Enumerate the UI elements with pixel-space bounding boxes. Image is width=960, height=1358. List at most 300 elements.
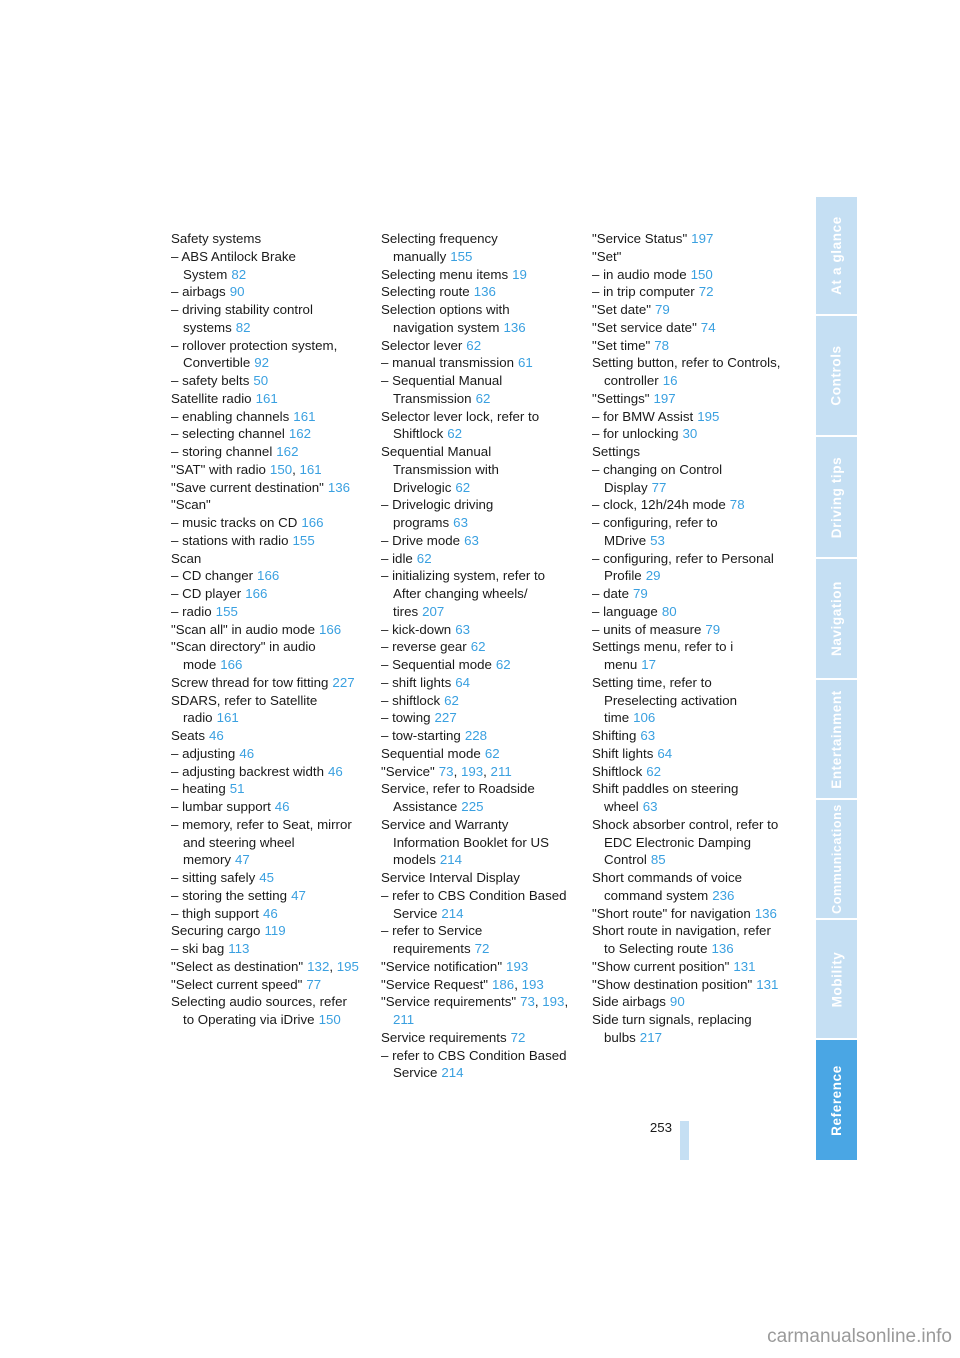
page-link[interactable]: 92 (254, 355, 270, 371)
page-link[interactable]: 113 (228, 941, 250, 956)
index-entry (592, 816, 782, 869)
page-link[interactable]: 166 (257, 568, 280, 584)
page-link[interactable]: 17 (641, 657, 657, 672)
index-entry (171, 887, 361, 905)
page-link[interactable]: 161 (299, 461, 322, 477)
page-link[interactable]: 85 (650, 852, 666, 868)
index-entry-text: – stations with radio (171, 532, 289, 548)
index-entry (171, 763, 361, 781)
page-link[interactable]: 136 (711, 941, 734, 956)
index-entry-text: – tow-starting (381, 728, 461, 743)
page-link[interactable]: 63 (640, 728, 656, 743)
index-entry (381, 993, 571, 1029)
index-entry (592, 461, 782, 497)
index-entry-text: Selecting route (381, 284, 470, 300)
page-link[interactable]: 131 (733, 958, 756, 974)
index-entry (592, 638, 782, 674)
page-link[interactable]: 119 (264, 923, 286, 939)
page-link[interactable]: 166 (220, 657, 243, 672)
index-entry (381, 532, 571, 550)
index-entry-text: "Service Request" (381, 976, 488, 992)
index-entry-text: Side turn signals, replacing bulbs (592, 1012, 752, 1045)
page-link[interactable]: 73 (520, 994, 535, 1010)
index-entry-text: – thigh support (171, 905, 259, 921)
index-entry (171, 745, 361, 763)
page-link[interactable]: 16 (662, 373, 678, 388)
index-entry (592, 283, 782, 301)
page-link[interactable]: 72 (698, 284, 714, 300)
page-link[interactable]: 19 (512, 266, 527, 282)
page-link[interactable]: 136 (754, 905, 777, 921)
page-link[interactable]: 46 (328, 763, 343, 779)
page-link[interactable]: 61 (518, 355, 533, 371)
index-entry-text: – Sequential mode (381, 657, 492, 672)
page-link[interactable]: 193 (506, 958, 529, 974)
index-column-1 (171, 230, 361, 1029)
page-link[interactable]: 162 (288, 426, 312, 442)
index-entry (381, 958, 571, 976)
index-entry (381, 816, 571, 869)
index-entry (592, 976, 782, 994)
index-entry (381, 638, 571, 656)
index-entry (171, 993, 361, 1029)
index-entry-text: – sitting safely (171, 870, 256, 885)
page-link[interactable]: 80 (661, 603, 677, 619)
index-entry (592, 621, 782, 639)
index-entry-text: "Set time" (592, 337, 651, 353)
page-link[interactable]: 77 (651, 479, 667, 495)
page-separator: , (292, 461, 300, 477)
index-entry-text: – units of measure (592, 621, 702, 637)
index-entry-text: Seats (171, 728, 206, 743)
index-entry-text: – reverse gear (381, 639, 467, 655)
page-link[interactable]: 155 (450, 248, 473, 264)
index-entry-text: "Select as destination" (171, 958, 304, 974)
index-entry (592, 550, 782, 586)
index-entry (171, 337, 361, 373)
index-entry (171, 621, 361, 639)
page-link[interactable]: 225 (461, 799, 484, 814)
index-entry (381, 745, 571, 763)
index-entry (592, 390, 782, 408)
tab-driving-tips[interactable]: Driving tips (816, 437, 857, 557)
index-entry (592, 674, 782, 727)
index-entry-text: "Scan" (171, 497, 211, 513)
index-entry (592, 905, 782, 923)
index-entry (171, 922, 361, 940)
index-entry-text: "Service Status" (592, 231, 688, 246)
index-entry-text: – adjusting (171, 745, 236, 761)
page-link[interactable]: 29 (645, 568, 661, 584)
index-entry (381, 922, 571, 958)
index-entry (381, 408, 571, 444)
index-entry (171, 567, 361, 585)
index-entry-text: Shiftlock (592, 763, 643, 779)
index-entry-text: "Show destination position" (592, 976, 753, 992)
index-entry-text: – refer to CBS Condition Based Service (381, 887, 567, 921)
index-entry (592, 763, 782, 781)
index-entry-text: – shiftlock (381, 692, 441, 708)
page-link[interactable]: 106 (633, 710, 656, 726)
index-entry-text: "Save current destination" (171, 479, 324, 495)
index-entry (171, 479, 361, 497)
index-entry-text: – clock, 12h/24h mode (592, 497, 726, 513)
index-entry (592, 514, 782, 550)
index-entry (171, 692, 361, 728)
index-entry-text: – changing on Control Display (592, 461, 723, 495)
tab-controls[interactable]: Controls (816, 316, 857, 435)
index-entry-text: – radio (171, 603, 212, 619)
index-entry (592, 354, 782, 390)
page-link[interactable]: 46 (209, 728, 224, 743)
page-link[interactable]: 72 (474, 941, 490, 956)
index-entry (592, 922, 782, 958)
index-entry (171, 550, 361, 568)
page-link[interactable]: 161 (216, 710, 239, 726)
index-entry (592, 585, 782, 603)
index-entry-text: "Set" (592, 248, 622, 264)
index-entry (171, 496, 361, 514)
index-entry-text: Short route in navigation, refer to Selecting route (592, 923, 771, 956)
index-entry (592, 727, 782, 745)
index-entry (381, 692, 571, 710)
page-link[interactable]: 63 (642, 799, 658, 814)
page-link[interactable]: 214 (439, 852, 463, 868)
page-link[interactable]: 45 (259, 870, 275, 885)
page-link[interactable]: 30 (682, 426, 698, 442)
index-entry (592, 319, 782, 337)
page-link[interactable]: 193 (460, 763, 484, 779)
page-link[interactable]: 131 (756, 976, 779, 992)
index-entry-text: SDARS, refer to Satellite radio (171, 692, 318, 726)
page-link[interactable]: 161 (293, 408, 316, 424)
index-entry (592, 408, 782, 426)
index-entry (592, 425, 782, 443)
index-entry (381, 869, 571, 887)
page-separator: , (564, 994, 569, 1010)
page-link[interactable]: 62 (495, 657, 511, 672)
index-entry-text: Shock absorber control, refer to EDC Electronic Damping Control (592, 816, 779, 868)
index-entry-text: – initializing system, refer to After changing wheels/ tires (381, 568, 546, 619)
index-entry-text: "Show current position" (592, 958, 730, 974)
page-link[interactable]: 62 (447, 426, 463, 442)
page-link[interactable]: 90 (229, 284, 245, 300)
index-entry-text: – Sequential Manual Transmission (381, 373, 503, 406)
index-entry (592, 301, 782, 319)
index-entry (171, 283, 361, 301)
page-link[interactable]: 78 (729, 497, 745, 513)
page-link[interactable]: 150 (318, 1012, 341, 1027)
page-link[interactable]: 64 (455, 674, 471, 690)
index-entry-text: – enabling channels (171, 408, 290, 424)
page-link[interactable]: 62 (484, 745, 500, 761)
index-entry (592, 266, 782, 284)
index-entry-text: Selector lever lock, refer to Shiftlock (381, 408, 540, 442)
page-link[interactable]: 207 (422, 603, 445, 619)
page-link[interactable]: 155 (292, 532, 315, 548)
index-entry (171, 372, 361, 390)
tab-reference[interactable]: Reference (816, 1040, 857, 1160)
page-link[interactable]: 62 (455, 479, 471, 495)
page-separator: , (483, 763, 491, 779)
page-link[interactable]: 46 (239, 745, 255, 761)
index-entry (171, 976, 361, 994)
index-entry (381, 496, 571, 532)
index-entry (592, 780, 782, 816)
index-entry (592, 1011, 782, 1047)
index-entry-text: – airbags (171, 284, 226, 300)
index-entry (171, 869, 361, 887)
page-link[interactable]: 79 (705, 621, 721, 637)
page-link[interactable]: 62 (470, 639, 486, 655)
page-link[interactable]: 50 (253, 373, 269, 388)
index-entry-text: Scan (171, 550, 202, 566)
index-entry-text: – refer to CBS Condition Based Service (381, 1047, 567, 1081)
page-link[interactable]: 63 (455, 621, 471, 637)
index-entry (171, 798, 361, 816)
page-link[interactable]: 166 (301, 515, 324, 530)
page-link[interactable]: 197 (653, 390, 676, 406)
index-entry (381, 780, 571, 816)
index-entry-text: Settings (592, 444, 641, 459)
index-entry-text: – adjusting backrest width (171, 763, 324, 779)
index-entry-text: Satellite radio (171, 390, 252, 406)
index-entry-text: – ABS Antilock Brake System (171, 248, 296, 282)
index-entry-text: "Set date" (592, 302, 651, 317)
index-entry-text: Short commands of voice command system (592, 870, 743, 903)
index-entry-text: "Select current speed" (171, 976, 303, 992)
index-entry (381, 727, 571, 745)
tab-navigation[interactable]: Navigation (816, 559, 857, 678)
index-entry-text: Service requirements (381, 1029, 507, 1045)
index-entry-text: "Short route" for navigation (592, 905, 751, 921)
page-link[interactable]: 62 (444, 692, 459, 708)
page-number-bar (680, 1121, 689, 1160)
index-entry-text: Securing cargo (171, 923, 261, 939)
page-link[interactable]: 186 (492, 976, 515, 992)
index-entry-text: Shifting (592, 728, 637, 743)
index-entry-text: – manual transmission (381, 355, 515, 371)
page-separator: , (534, 994, 543, 1010)
page-link[interactable]: 150 (690, 266, 713, 282)
page-link[interactable]: 136 (327, 479, 351, 495)
index-entry (592, 603, 782, 621)
page-link[interactable]: 62 (646, 763, 662, 779)
index-entry (171, 727, 361, 745)
page-link[interactable]: 73 (438, 763, 454, 779)
page-link[interactable]: 193 (521, 976, 544, 992)
index-entry-text: – CD changer (171, 568, 254, 584)
index-entry (171, 940, 361, 958)
chapter-sidebar (816, 197, 857, 1160)
page-link[interactable]: 77 (306, 976, 322, 992)
index-entry (381, 1047, 571, 1083)
index-entry (381, 354, 571, 372)
index-entry (381, 567, 571, 620)
index-entry (381, 1029, 571, 1047)
index-entry-text: – safety belts (171, 373, 250, 388)
index-entry (592, 496, 782, 514)
page-separator: , (514, 976, 522, 992)
index-entry-text: – CD player (171, 586, 242, 601)
index-entry-text: Setting button, refer to Controls, controller (592, 355, 781, 388)
index-entry-text: – idle (381, 550, 413, 566)
index-entry-text: – driving stability control systems (171, 302, 313, 335)
index-entry (381, 283, 571, 301)
page-link[interactable]: 79 (654, 302, 670, 317)
index-entry-text: "Settings" (592, 390, 650, 406)
page-link[interactable]: 64 (657, 745, 673, 761)
index-entry (171, 816, 361, 869)
page-link[interactable]: 214 (441, 905, 464, 921)
index-entry-text: – Drive mode (381, 532, 461, 548)
index-entry-text: "Scan all" in audio mode (171, 621, 315, 637)
index-entry-text: – memory, refer to Seat, mirror and steering wheel memory (171, 816, 352, 868)
index-entry-text: Setting time, refer to Preselecting activation time (592, 674, 738, 726)
page-link[interactable]: 46 (262, 905, 278, 921)
tab-mobility[interactable]: Mobility (816, 920, 857, 1038)
page-link[interactable]: 82 (235, 319, 251, 335)
index-entry (381, 976, 571, 994)
page-link[interactable]: 197 (691, 231, 714, 246)
page-link[interactable]: 46 (274, 799, 290, 814)
index-entry (171, 780, 361, 798)
index-entry-text: "Service notification" (381, 958, 503, 974)
index-entry-text: – refer to Service requirements (381, 923, 483, 956)
page-link[interactable]: 62 (475, 390, 491, 406)
index-entry-text: – date (592, 586, 629, 601)
index-entry (381, 709, 571, 727)
index-entry-text: "Scan directory" in audio mode (171, 639, 316, 672)
index-entry-text: – lumbar support (171, 799, 271, 814)
page-link[interactable]: 150 (269, 461, 293, 477)
index-entry-text: – selecting channel (171, 426, 285, 442)
page-link[interactable]: 162 (276, 444, 299, 459)
page-link[interactable]: 51 (229, 781, 245, 797)
index-entry (171, 390, 361, 408)
index-entry (171, 638, 361, 674)
page-link[interactable]: 79 (632, 586, 648, 601)
index-entry-text: Sequential mode (381, 745, 481, 761)
index-entry (381, 621, 571, 639)
index-entry-text: – kick-down (381, 621, 452, 637)
index-entry (592, 869, 782, 905)
page-link[interactable]: 193 (542, 994, 565, 1010)
index-entry-text: – configuring, refer to Personal Profile (592, 550, 774, 584)
page-separator: , (329, 958, 337, 974)
index-entry-text: – ski bag (171, 941, 225, 956)
page-link[interactable]: 227 (332, 674, 355, 690)
page-link[interactable]: 72 (510, 1029, 526, 1045)
index-entry-text: – heating (171, 781, 226, 797)
tab-at-a-glance[interactable]: At a glance (816, 197, 857, 314)
page-link[interactable]: 166 (318, 621, 342, 637)
page-link[interactable]: 62 (416, 550, 432, 566)
page-link[interactable]: 132 (307, 958, 330, 974)
tab-entertainment[interactable]: Entertainment (816, 680, 857, 798)
index-entry-text: "Set service date" (592, 319, 697, 335)
page-link[interactable]: 236 (712, 887, 735, 903)
page-link[interactable]: 47 (235, 852, 250, 868)
page-link[interactable]: 62 (466, 337, 482, 353)
page-separator: , (453, 763, 461, 779)
page-link[interactable]: 63 (464, 532, 479, 548)
index-entry-text: Selecting menu items (381, 266, 509, 282)
index-entry (171, 674, 361, 692)
page-link[interactable]: 82 (231, 266, 247, 282)
index-entry (592, 230, 782, 248)
index-entry (381, 301, 571, 337)
index-entry (171, 958, 361, 976)
page-link[interactable]: 136 (503, 319, 526, 335)
index-entry (171, 461, 361, 479)
page-link[interactable]: 74 (700, 319, 716, 335)
index-entry (171, 425, 361, 443)
page-link[interactable]: 47 (291, 887, 306, 903)
index-entry (381, 266, 571, 284)
index-entry-text: – for unlocking (592, 426, 679, 442)
page-link[interactable]: 211 (393, 1012, 415, 1027)
page-link[interactable]: 195 (697, 408, 720, 424)
page-link[interactable]: 78 (654, 337, 670, 353)
page-link[interactable]: 53 (650, 532, 665, 548)
index-entry (171, 248, 361, 284)
page-link[interactable]: 214 (441, 1065, 464, 1081)
page-link[interactable]: 211 (490, 763, 512, 779)
index-entry-text: – rollover protection system, Convertible (171, 337, 338, 371)
index-entry-text: "SAT" with radio (171, 461, 266, 477)
index-entry (171, 408, 361, 426)
page-link[interactable]: 228 (464, 728, 488, 743)
index-entry-text: "Service" (381, 763, 435, 779)
page-link[interactable]: 90 (669, 994, 685, 1010)
index-entry (171, 443, 361, 461)
page-link[interactable]: 63 (453, 515, 468, 530)
index-entry (592, 745, 782, 763)
index-entry (381, 550, 571, 568)
page-link[interactable]: 166 (245, 586, 268, 601)
index-entry-text: Shift lights (592, 745, 654, 761)
index-entry-text: – in audio mode (592, 266, 687, 282)
page-link[interactable]: 195 (336, 958, 359, 974)
index-entry-text: – Drivelogic driving programs (381, 497, 494, 530)
index-entry (381, 763, 571, 781)
page-link[interactable]: 136 (473, 284, 496, 300)
page-link[interactable]: 155 (215, 603, 238, 619)
index-entry (381, 337, 571, 355)
index-entry-text: – in trip computer (592, 284, 695, 300)
index-entry-text: Screw thread for tow fitting (171, 674, 329, 690)
watermark: carmanualsonline.info (767, 1326, 952, 1347)
index-entry-text: Shift paddles on steering wheel (592, 781, 739, 814)
index-entry-text: – for BMW Assist (592, 408, 694, 424)
page-link[interactable]: 161 (255, 390, 278, 406)
index-entry-text: Settings menu, refer to i menu (592, 639, 734, 672)
index-entry-text: – towing (381, 710, 431, 726)
index-entry (592, 993, 782, 1011)
index-entry-text: Sequential Manual Transmission with Drivelogic (381, 444, 499, 495)
page-number: 253 (649, 1120, 672, 1135)
index-entry (381, 230, 571, 266)
index-entry-text: Selection options with navigation system (381, 302, 510, 335)
page-link[interactable]: 217 (639, 1029, 662, 1045)
index-entry-text: Selecting frequency manually (381, 231, 498, 264)
index-column-3 (592, 230, 782, 1047)
index-entry (381, 674, 571, 692)
page-link[interactable]: 227 (434, 710, 457, 726)
tab-communications[interactable]: Communications (816, 800, 857, 918)
index-entry (381, 372, 571, 408)
